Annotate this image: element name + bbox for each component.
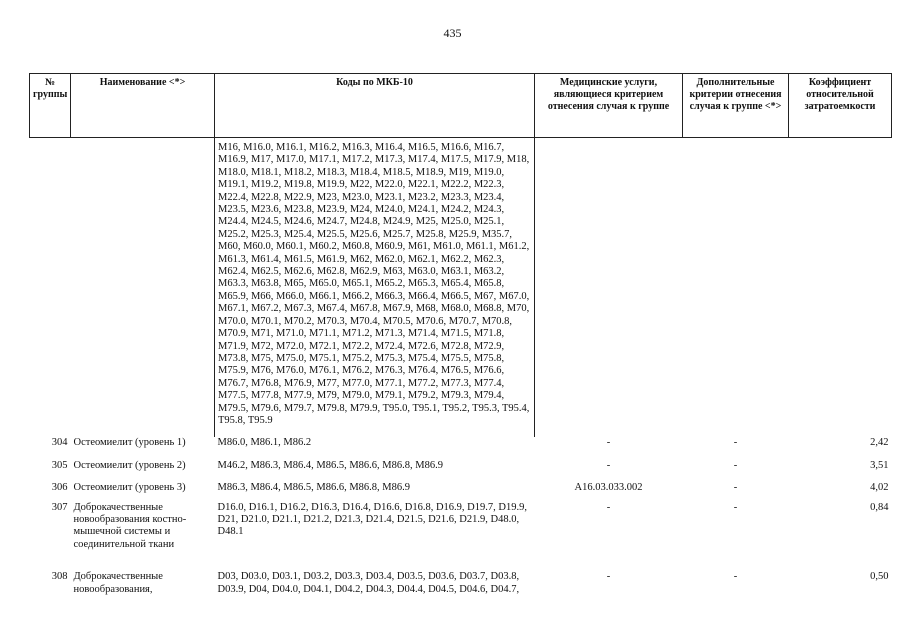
cell-name: Остеомиелит (уровень 3)	[73, 482, 186, 494]
cell-codes: D16.0, D16.1, D16.2, D16.3, D16.4, D16.6, D16.8, D16.9, D19.7, D19.9, D21, D21.0, D21.1, D21.2, D21.3, D21.4, D21.5, D21.6, D21.9, D48.0, D48.1	[217, 501, 527, 538]
header-icd-codes: Коды по МКБ-10	[215, 74, 535, 138]
cell-num: 307	[51, 501, 68, 513]
table-header-row	[30, 74, 892, 138]
cell-coef: 2,42	[870, 437, 889, 449]
cell-additional: -	[733, 571, 738, 583]
cell-num: 308	[51, 571, 68, 583]
header-coefficient: Коэффициент относительной затратоемкости	[789, 74, 892, 138]
cell-additional	[683, 138, 789, 438]
cell-codes: M86.0, M86.1, M86.2	[217, 437, 312, 449]
table-row-continuation	[30, 138, 892, 438]
table-row	[30, 502, 892, 572]
cell-coef: 0,84	[870, 501, 889, 513]
cell-services: -	[606, 437, 611, 449]
cell-additional: -	[733, 482, 738, 494]
cell-additional: -	[733, 437, 738, 449]
header-additional-criteria: Дополнительные критерии отнесения случая к группе <*>	[683, 74, 789, 138]
cell-coef: 3,51	[870, 459, 889, 471]
cell-codes: M86.3, M86.4, M86.5, M86.6, M86.8, M86.9	[217, 482, 411, 494]
cell-name: Остеомиелит (уровень 2)	[73, 459, 186, 471]
header-name: Наименование <*>	[71, 74, 215, 138]
cell-codes: D03, D03.0, D03.1, D03.2, D03.3, D03.4, D03.5, D03.6, D03.7, D03.8, D03.9, D04, D04.0, D04.1, D04.2, D04.3, D04.4, D04.5, D04.6, D04.7,	[217, 571, 520, 595]
header-group-number: № группы	[30, 74, 71, 138]
cell-services: -	[606, 501, 611, 513]
cell-name: Остеомиелит (уровень 1)	[73, 437, 186, 449]
header-medical-services: Медицинские услуги, являющиеся критерием отнесения случая к группе	[535, 74, 683, 138]
cell-additional: -	[733, 501, 738, 513]
cell-services: -	[606, 571, 611, 583]
cell-num: 305	[51, 459, 68, 471]
cell-num: 304	[51, 437, 68, 449]
ksg-table	[29, 73, 892, 596]
table-row	[30, 460, 892, 482]
cell-services	[535, 138, 683, 438]
cell-coef: 0,50	[870, 571, 889, 583]
cell-additional: -	[733, 459, 738, 471]
table-row	[30, 437, 892, 459]
table-row	[30, 571, 892, 596]
cell-num: 306	[51, 482, 68, 494]
page-number: 435	[443, 26, 462, 40]
cell-name: Доброкачественные новообразования костно-мышечной системы и соединительной ткани	[73, 501, 187, 550]
cell-coef	[789, 138, 892, 438]
cell-name	[71, 138, 215, 438]
cell-coef: 4,02	[870, 482, 889, 494]
cell-codes: M46.2, M86.3, M86.4, M86.5, M86.6, M86.8, M86.9	[217, 459, 443, 471]
cell-codes: M16, M16.0, M16.1, M16.2, M16.3, M16.4, M16.5, M16.6, M16.7, M16.9, M17, M17.0, M17.1, M17.2, M17.3, M17.4, M17.5, M17.9, M18, M18.0, M18.1, M18.2, M18.3, M18.4, M18.5, M18.9, M19, M19.0, M19.1, M19.2, M19.8, M19.9, M22, M22.0, M22.1, M22.2, M22.3, M22.4, M22.8, M22.9, M23, M23.0, M23.1, M23.2, M23.3, M23.4, M23.5, M23.6, M23.8, M23.9, M24, M24.0, M24.1, M24.2, M24.3, M24.4, M24.5, M24.6, M24.7, M24.8, M24.9, M25, M25.0, M25.1, M25.2, M25.3, M25.4, M25.5, M25.6, M25.7, M25.8, M25.9, M35.7, M60, M60.0, M60.1, M60.2, M60.8, M60.9, M61, M61.0, M61.1, M61.2, M61.3, M61.4, M61.5, M61.9, M62, M62.0, M62.1, M62.2, M62.3, M62.4, M62.5, M62.6, M62.8, M62.9, M63, M63.0, M63.1, M63.2, M63.3, M63.8, M65, M65.0, M65.1, M65.2, M65.3, M65.4, M65.8, M65.9, M66, M66.0, M66.1, M66.2, M66.3, M66.4, M66.5, M67, M67.0, M67.1, M67.2, M67.3, M67.4, M67.8, M67.9, M68, M68.0, M68.8, M70, M70.0, M70.1, M70.2, M70.3, M70.4, M70.5, M70.6, M70.7, M70.8, M70.9, M71, M71.0, M71.1, M71.2, M71.3, M71.4, M71.5, M71.8, M71.9, M72, M72.0, M72.1, M72.2, M72.4, M72.6, M72.8, M72.9, M73.8, M75, M75.0, M75.1, M75.2, M75.3, M75.4, M75.5, M75.8, M75.9, M76, M76.0, M76.1, M76.2, M76.3, M76.4, M76.5, M76.6, M76.7, M76.8, M76.9, M77, M77.0, M77.1, M77.2, M77.3, M77.4, M77.5, M77.8, M77.9, M79, M79.0, M79.1, M79.2, M79.3, M79.4, M79.5, M79.6, M79.7, M79.8, M79.9, T95.0, T95.1, T95.2, T95.3, T95.4, T95.8, T95.9	[218, 142, 530, 426]
cell-num	[30, 138, 71, 438]
cell-services: -	[606, 459, 611, 471]
cell-name: Доброкачественные новообразования,	[73, 571, 163, 595]
cell-services: A16.03.033.002	[574, 482, 643, 494]
table-row	[30, 482, 892, 501]
